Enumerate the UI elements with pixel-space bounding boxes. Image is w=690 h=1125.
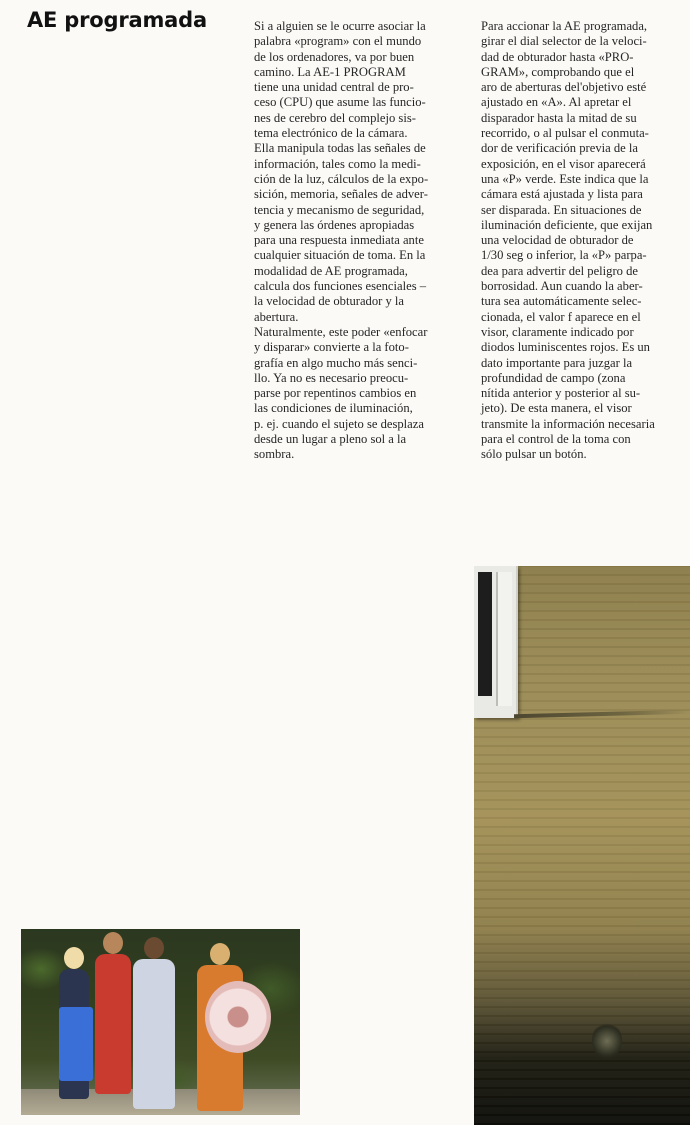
text-column-right: [481, 19, 686, 463]
page-title: AE programada: [27, 8, 207, 32]
text-line: Naturalmente, este poder «enfocar: [254, 324, 428, 339]
text-line: sólo pulsar un botón.: [481, 447, 587, 462]
text-line: visor, claramente indicado por: [481, 324, 634, 339]
text-line: GRAM», comprobando que el: [481, 64, 635, 79]
child-head: [64, 947, 84, 969]
text-line: ser disparada. En situaciones de: [481, 202, 642, 217]
text-line: dato importante para juzgar la: [481, 355, 633, 370]
text-line: 1/30 seg o inferior, la «P» parpa-: [481, 248, 647, 263]
text-line: cionada, el valor f aparece en el: [481, 309, 641, 324]
text-line: sombra.: [254, 447, 295, 462]
text-line: y disparar» convierte a la foto-: [254, 340, 409, 355]
text-line: cualquier situación de toma. En la: [254, 248, 426, 263]
text-line: camino. La AE-1 PROGRAM: [254, 64, 406, 79]
text-line: ción de la luz, cálculos de la expo-: [254, 171, 429, 186]
paragraph: [254, 19, 459, 325]
text-line: tencia y mecanismo de seguridad,: [254, 202, 425, 217]
text-line: sición, memoria, señales de adver-: [254, 187, 428, 202]
child-head: [144, 937, 164, 959]
text-line: las condiciones de iluminación,: [254, 401, 413, 416]
text-line: exposición, en el visor aparecerá: [481, 156, 646, 171]
window-pane: [478, 572, 492, 696]
text-line: dad de obturador hasta «PRO-: [481, 49, 634, 64]
text-line: llo. Ya no es necesario preocu-: [254, 370, 409, 385]
text-line: iluminación deficiente, que exijan: [481, 217, 653, 232]
text-line: Para accionar la AE programada,: [481, 19, 648, 33]
text-line: parse por repentinos cambios en: [254, 386, 417, 401]
paragraph: [254, 325, 459, 463]
text-line: recorrido, o al pulsar el conmuta-: [481, 126, 649, 141]
text-line: para el control de la toma con: [481, 432, 631, 447]
text-line: aro de aberturas del'objetivo esté: [481, 80, 647, 95]
text-line: desde un lugar a pleno sol a la: [254, 432, 407, 447]
wall-photo: [474, 566, 690, 1125]
text-line: información, tales como la medi-: [254, 156, 421, 171]
wall-spot: [592, 1021, 622, 1061]
text-line: nes de cerebro del complejo sis-: [254, 110, 416, 125]
window-shutter: [496, 572, 512, 706]
text-line: ajustado en «A». Al apretar el: [481, 95, 632, 110]
text-line: tura sea automáticamente selec-: [481, 294, 642, 309]
text-line: p. ej. cuando el sujeto se desplaza: [254, 416, 424, 431]
text-line: de los ordenadores, va por buen: [254, 49, 415, 64]
text-line: y genera las órdenes apropiadas: [254, 217, 415, 232]
text-line: para una respuesta inmediata ante: [254, 233, 424, 248]
child-figure: [133, 959, 175, 1109]
text-line: una velocidad de obturador de: [481, 233, 634, 248]
paragraph: [481, 19, 686, 463]
text-line: abertura.: [254, 309, 299, 324]
text-line: disparador hasta la mitad de su: [481, 110, 637, 125]
children-photo: [21, 929, 300, 1115]
text-line: borrosidad. Aun cuando la aber-: [481, 279, 643, 294]
child-head: [103, 932, 123, 954]
text-line: nítida anterior y posterior al su-: [481, 386, 641, 401]
text-line: transmite la información necesaria: [481, 416, 655, 431]
text-line: dea para advertir del peligro de: [481, 263, 638, 278]
blue-toy: [59, 1007, 93, 1081]
text-line: tema electrónico de la cámara.: [254, 126, 408, 141]
window-frame: [474, 566, 518, 718]
text-line: la velocidad de obturador y la: [254, 294, 405, 309]
text-line: Si a alguien se le ocurre asociar la: [254, 19, 426, 33]
text-line: Ella manipula todas las señales de: [254, 141, 426, 156]
inflatable-float: [205, 981, 271, 1053]
text-line: modalidad de AE programada,: [254, 263, 408, 278]
child-head: [210, 943, 230, 965]
text-line: profundidad de campo (zona: [481, 370, 626, 385]
text-line: diodos luminiscentes rojos. Es un: [481, 340, 650, 355]
text-line: cámara está ajustada y lista para: [481, 187, 643, 202]
text-column-left: [254, 19, 459, 463]
text-line: dor de verificación previa de la: [481, 141, 638, 156]
text-line: palabra «program» con el mundo: [254, 34, 422, 49]
text-line: grafía en algo mucho más senci-: [254, 355, 418, 370]
text-line: una «P» verde. Este indica que la: [481, 171, 649, 186]
child-figure: [95, 954, 131, 1094]
text-line: calcula dos funciones esenciales –: [254, 279, 427, 294]
text-line: jeto). De esta manera, el visor: [481, 401, 632, 416]
text-line: tiene una unidad central de pro-: [254, 80, 414, 95]
text-line: girar el dial selector de la veloci-: [481, 34, 647, 49]
text-line: ceso (CPU) que asume las funcio-: [254, 95, 426, 110]
